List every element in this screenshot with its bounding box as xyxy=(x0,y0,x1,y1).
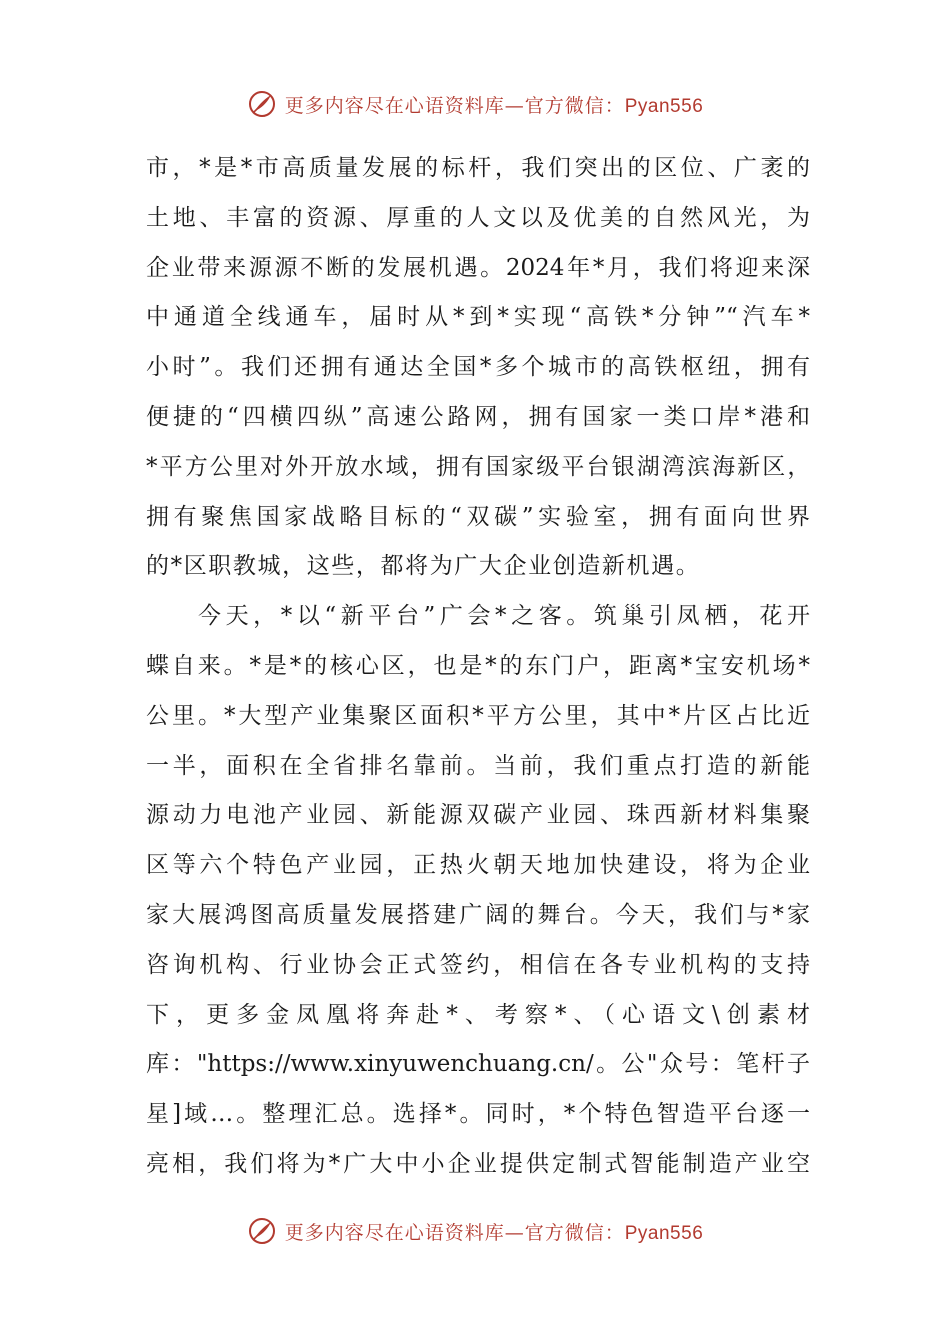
header-banner xyxy=(0,84,950,124)
text-line: 库："https://www.xinyuwenchuang.cn/。公"众号：笔杆子 xyxy=(146,1051,810,1078)
quill-logo-icon xyxy=(247,89,277,119)
text-line: 拥有聚焦国家战略目标的“双碳”实验室，拥有面向世界 xyxy=(146,503,810,530)
text-line: 企业带来源源不断的发展机遇。2024年*月，我们将迎来深 xyxy=(146,254,810,281)
text-line: 一半，面积在全省排名靠前。当前，我们重点打造的新能 xyxy=(146,752,810,779)
text-line: 星]域…。整理汇总。选择*。同时，*个特色智造平台逐一 xyxy=(146,1101,810,1128)
paragraph-2 xyxy=(146,592,810,1190)
text-line: 公里。*大型产业集聚区面积*平方公里，其中*片区占比近 xyxy=(146,702,810,729)
header-wechat-id: Pyan556 xyxy=(624,95,704,117)
text-line: 的*区职教城，这些，都将为广大企业创造新机遇。 xyxy=(146,553,701,580)
paragraph-1 xyxy=(146,144,810,592)
text-line: 亮相，我们将为*广大中小企业提供定制式智能制造产业空 xyxy=(146,1150,810,1177)
text-line: 市，*是*市高质量发展的标杆，我们突出的区位、广袤的 xyxy=(146,155,810,181)
text-line: 区等六个特色产业园，正热火朝天地加快建设，将为企业 xyxy=(146,852,810,879)
text-line: 今天，*以“新平台”广会*之客。筑巢引凤栖，花开 xyxy=(198,603,810,630)
document-body xyxy=(146,144,810,1190)
text-line: 下，更多金凤凰将奔赴*、考察*、（心语文\创素材 xyxy=(146,1001,810,1028)
text-line: 小时”。我们还拥有通达全国*多个城市的高铁枢纽，拥有 xyxy=(146,354,810,381)
text-line: 中通道全线通车，届时从*到*实现“高铁*分钟”“汽车* xyxy=(146,304,810,331)
footer-wechat-id: Pyan556 xyxy=(624,1222,704,1244)
quill-logo-icon xyxy=(247,1216,277,1246)
text-line: *平方公里对外开放水域，拥有国家级平台银湖湾滨海新区， xyxy=(146,453,810,480)
text-line: 蝶自来。*是*的核心区，也是*的东门户，距离*宝安机场* xyxy=(146,652,810,679)
text-line: 咨询机构、行业协会正式签约，相信在各专业机构的支持 xyxy=(146,951,810,978)
footer-banner xyxy=(0,1211,950,1251)
text-line: 家大展鸿图高质量发展搭建广阔的舞台。今天，我们与*家 xyxy=(146,901,810,928)
text-line: 源动力电池产业园、新能源双碳产业园、珠西新材料集聚 xyxy=(146,802,810,829)
header-banner-text: 更多内容尽在心语资料库—官方微信：Pyan556 xyxy=(284,94,704,117)
text-line: 土地、丰富的资源、厚重的人文以及优美的自然风光，为 xyxy=(146,204,810,231)
text-line: 便捷的“四横四纵”高速公路网，拥有国家一类口岸*港和 xyxy=(146,403,810,430)
footer-banner-text: 更多内容尽在心语资料库—官方微信：Pyan556 xyxy=(284,1221,704,1244)
